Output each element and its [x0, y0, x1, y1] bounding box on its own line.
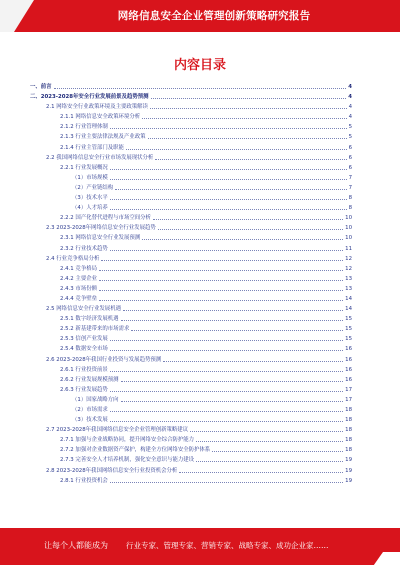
toc-entry[interactable]	[30, 163, 352, 173]
toc-entry-page: 10	[345, 225, 352, 232]
toc-entry-title: （2）市场需求	[72, 407, 108, 413]
toc-leader-dots	[150, 108, 347, 109]
toc-entry[interactable]	[30, 173, 352, 183]
footer-corner	[369, 552, 400, 572]
toc-entry-title: 2.7.2 加强对企业数据资产保护，构建全方位网络安全防护体系	[60, 447, 211, 454]
toc-entry-page: 6	[348, 164, 352, 171]
toc-entry-page: 5	[348, 124, 352, 131]
toc-entry-title: 2.6.2 行业发展规模预测	[60, 376, 119, 383]
toc-entry-page: 10	[345, 235, 352, 242]
toc-leader-dots	[99, 300, 343, 301]
toc-leader-dots	[110, 169, 347, 170]
toc-entry-title: 2.1.4 行业主管部门及职能	[60, 144, 124, 151]
toc-leader-dots	[126, 149, 347, 150]
toc-entry-title: 2.1.3 行业主要法律法规及产业政策	[60, 134, 146, 141]
table-of-contents	[30, 82, 352, 512]
toc-entry-page: 17	[345, 386, 352, 393]
toc-entry-title: 2.4.3 市场份额	[60, 285, 97, 292]
toc-leader-dots	[153, 219, 343, 220]
toc-entry[interactable]	[30, 445, 352, 455]
toc-entry-page: 6	[348, 144, 352, 151]
toc-leader-dots	[115, 189, 347, 190]
footer-tagline: 行业专家、管理专家、营销专家、战略专家、成功企业家……	[126, 541, 329, 550]
toc-leader-dots	[190, 431, 343, 432]
toc-leader-dots	[196, 441, 343, 442]
toc-leader-dots	[110, 350, 343, 351]
toc-entry[interactable]	[30, 213, 352, 223]
toc-entry[interactable]	[30, 132, 352, 142]
toc-entry[interactable]	[30, 183, 352, 193]
toc-entry-page: 17	[345, 396, 352, 403]
toc-entry-page: 19	[345, 457, 352, 464]
toc-entry-title: 二、2023-2028年安全行业发展前景及趋势预测	[30, 94, 149, 101]
toc-entry[interactable]	[30, 344, 352, 354]
toc-entry-page: 11	[345, 245, 352, 252]
toc-entry-page: 18	[345, 407, 352, 413]
toc-entry[interactable]	[30, 102, 352, 112]
toc-entry-title: 2.5 网络信息安全行业发展机遇	[46, 306, 121, 313]
toc-entry[interactable]	[30, 435, 352, 445]
toc-entry-page: 16	[345, 356, 352, 363]
toc-leader-dots	[142, 118, 347, 119]
toc-entry-title: 2.2 我国网络信息安全行业市场发展现状分析	[46, 154, 154, 161]
toc-entry-page: 4	[348, 114, 352, 121]
toc-leader-dots	[110, 340, 343, 341]
toc-entry[interactable]	[30, 395, 352, 405]
toc-entry-title: （3）技术水平	[72, 195, 108, 202]
toc-entry-page: 4	[348, 94, 352, 101]
toc-entry-page: 18	[345, 447, 352, 454]
toc-entry[interactable]	[30, 455, 352, 465]
toc-leader-dots	[101, 260, 343, 261]
toc-entry-title: 2.6.1 行业投资前景	[60, 366, 108, 373]
toc-entry-title: 2.1 网络安全行业政策环境及主要政策解读	[46, 104, 148, 111]
toc-leader-dots	[110, 482, 343, 483]
toc-entry-page: 4	[348, 84, 352, 90]
toc-entry[interactable]	[30, 143, 352, 153]
toc-entry[interactable]	[30, 385, 352, 395]
toc-leader-dots	[131, 330, 343, 331]
toc-entry-page: 19	[345, 477, 352, 484]
toc-leader-dots	[155, 159, 347, 160]
toc-entry-page: 18	[345, 417, 352, 424]
toc-leader-dots	[110, 391, 343, 392]
toc-entry-title: 2.1.1 网络信息安全政策环境分析	[60, 114, 141, 121]
toc-entry-page: 13	[345, 275, 352, 282]
footer-bar	[0, 528, 400, 565]
toc-entry-title: 2.4.4 竞争壁垒	[60, 295, 97, 302]
toc-leader-dots	[99, 290, 343, 291]
toc-entry-page: 16	[345, 346, 352, 353]
toc-entry-page: 15	[345, 316, 352, 323]
toc-entry-page: 14	[345, 295, 352, 302]
toc-entry[interactable]	[30, 304, 352, 314]
header-wedge	[0, 0, 34, 32]
toc-entry-title: 2.5.3 信创产业发展	[60, 336, 108, 343]
toc-leader-dots	[196, 461, 343, 462]
toc-entry-title: 2.6 2023-2028年我国行业投资与发展趋势预测	[46, 356, 162, 363]
toc-entry-page: 8	[348, 195, 352, 202]
toc-leader-dots	[54, 88, 346, 89]
toc-leader-dots	[110, 128, 347, 129]
toc-leader-dots	[110, 411, 343, 412]
toc-entry-title: 2.7.3 完善安全人才培养机制，强化安全意识与能力建设	[60, 457, 195, 464]
toc-leader-dots	[151, 98, 346, 99]
toc-entry-title: 2.7.1 加强与企业战略协同，提升网络安全综合防护能力	[60, 437, 195, 444]
toc-entry-title: 2.3.2 行业技术趋势	[60, 245, 108, 252]
toc-entry[interactable]	[30, 274, 352, 284]
toc-entry-title: （1）国家战略方向	[72, 396, 119, 403]
toc-entry-title: 2.2.2 国产化替代进程与市场空间分析	[60, 215, 151, 222]
toc-entry-page: 12	[345, 255, 352, 262]
toc-entry-title: 2.7 2023-2028年我国网络信息安全企业管理创新策略建议	[46, 427, 189, 434]
toc-entry-page: 4	[348, 104, 352, 111]
toc-entry-page: 6	[348, 154, 352, 161]
toc-entry-title: 2.2.1 行业发展概况	[60, 164, 108, 171]
toc-entry-title: 2.3.1 网络信息安全行业发展预测	[60, 235, 141, 242]
toc-leader-dots	[110, 421, 343, 422]
toc-entry-title: 2.8.1 行业投资机会	[60, 477, 108, 484]
toc-entry-page: 5	[348, 134, 352, 141]
toc-entry[interactable]	[30, 466, 352, 476]
toc-entry-title: 2.5.4 数据安全市场	[60, 346, 108, 353]
toc-entry[interactable]	[30, 375, 352, 385]
toc-entry[interactable]	[30, 92, 352, 102]
toc-entry-page: 14	[345, 306, 352, 313]
toc-entry-title: 2.5.1 数字经济发展机遇	[60, 316, 119, 323]
toc-entry-page: 10	[345, 215, 352, 222]
toc-entry[interactable]	[30, 122, 352, 132]
toc-entry-title: （1）市场规模	[72, 174, 108, 181]
toc-entry-page: 16	[345, 376, 352, 383]
toc-entry[interactable]	[30, 244, 352, 254]
toc-entry-page: 18	[345, 427, 352, 434]
toc-leader-dots	[212, 451, 343, 452]
toc-entry-page: 15	[345, 336, 352, 343]
toc-entry[interactable]	[30, 314, 352, 324]
toc-entry-title: （4）人才培养	[72, 205, 108, 212]
toc-entry[interactable]	[30, 425, 352, 435]
toc-entry-page: 12	[345, 265, 352, 272]
toc-entry-page: 8	[348, 205, 352, 212]
toc-leader-dots	[158, 229, 343, 230]
toc-leader-dots	[163, 361, 343, 362]
toc-entry-page: 18	[345, 437, 352, 444]
toc-entry-page: 7	[348, 174, 352, 181]
toc-entry-title: 2.6.3 行业发展趋势	[60, 386, 108, 393]
toc-entry-page: 13	[345, 285, 352, 292]
toc-entry[interactable]	[30, 264, 352, 274]
toc-leader-dots	[179, 472, 343, 473]
toc-entry[interactable]	[30, 193, 352, 203]
toc-leader-dots	[148, 138, 347, 139]
toc-entry-title: 2.8 2023-2028年我国网络信息安全行业投资机会分析	[46, 467, 178, 474]
toc-entry-page: 7	[348, 184, 352, 191]
toc-entry-title: 2.5.2 新基建带来的市场需求	[60, 326, 130, 333]
toc-leader-dots	[110, 179, 347, 180]
toc-leader-dots	[99, 270, 343, 271]
toc-entry[interactable]	[30, 415, 352, 425]
toc-entry-title: 2.4.2 主要企业	[60, 275, 97, 282]
footer-slogan: 让每个人都能成为	[44, 541, 108, 550]
toc-entry-page: 19	[345, 467, 352, 474]
header-bar	[0, 0, 400, 32]
toc-entry[interactable]	[30, 405, 352, 415]
toc-entry[interactable]	[30, 365, 352, 375]
toc-entry[interactable]	[30, 334, 352, 344]
toc-entry[interactable]	[30, 284, 352, 294]
toc-entry[interactable]	[30, 153, 352, 163]
toc-entry-page: 15	[345, 326, 352, 333]
toc-entry-page: 16	[345, 366, 352, 373]
toc-entry[interactable]	[30, 355, 352, 365]
toc-entry-title: （2）产业链结构	[72, 184, 114, 191]
toc-leader-dots	[121, 381, 343, 382]
toc-leader-dots	[110, 199, 347, 200]
toc-entry-title: 一、前言	[30, 84, 52, 90]
toc-leader-dots	[121, 320, 343, 321]
toc-leader-dots	[110, 209, 347, 210]
toc-entry[interactable]	[30, 324, 352, 334]
toc-leader-dots	[110, 250, 343, 251]
toc-entry[interactable]	[30, 476, 352, 486]
toc-entry[interactable]	[30, 254, 352, 264]
toc-entry-title: 2.3 2023-2028年网络信息安全行业发展趋势	[46, 225, 156, 232]
toc-entry-title: 2.1.2 行业管理体制	[60, 124, 108, 131]
toc-entry[interactable]	[30, 294, 352, 304]
toc-leader-dots	[99, 280, 343, 281]
toc-leader-dots	[110, 371, 343, 372]
toc-entry[interactable]	[30, 223, 352, 233]
toc-leader-dots	[121, 401, 343, 402]
toc-entry[interactable]	[30, 233, 352, 243]
toc-entry-title: （3）技术发展	[72, 417, 108, 424]
toc-entry-title: 2.4 行业竞争格局分析	[46, 255, 100, 262]
header-title: 网络信息安全企业管理创新策略研究报告	[117, 10, 311, 22]
toc-heading: 内容目录	[173, 58, 226, 73]
toc-leader-dots	[142, 239, 343, 240]
toc-entry[interactable]	[30, 203, 352, 213]
toc-entry[interactable]	[30, 112, 352, 122]
toc-leader-dots	[123, 310, 343, 311]
toc-entry-title: 2.4.1 竞争格局	[60, 265, 97, 272]
toc-entry[interactable]	[30, 82, 352, 92]
